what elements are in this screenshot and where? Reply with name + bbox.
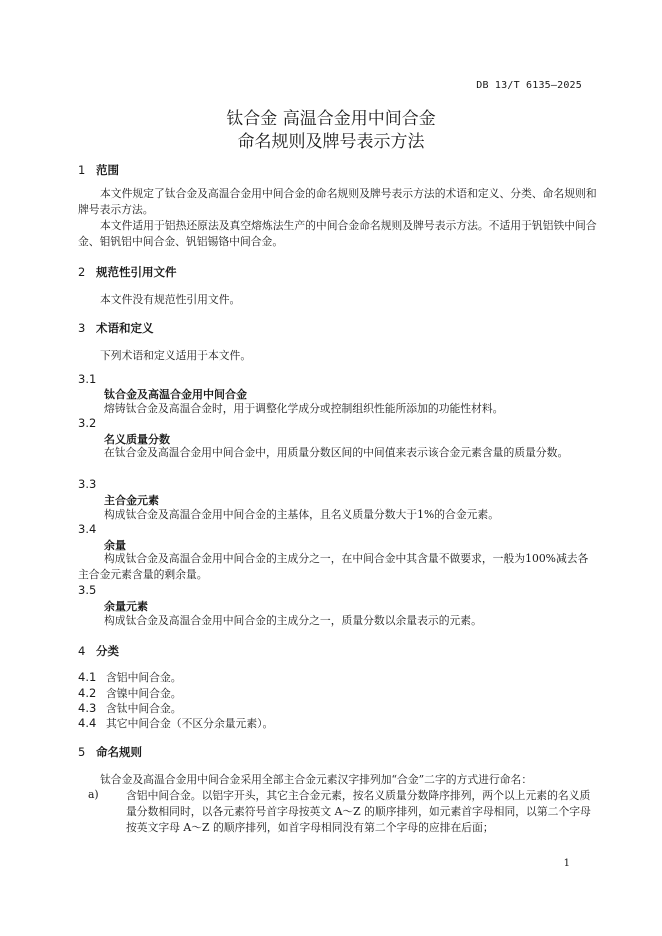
term-heading: 主合金元素 [104,494,159,507]
section-number: 2 [78,265,86,279]
clause-number: 4.4 [78,716,97,730]
section-title: 分类 [96,644,119,658]
section-5-intro: 钛合金及高温合金用中间合金采用全部主合金元素汉字排列加“合金”二字的方式进行命名： [100,773,533,786]
list-item-label: a) [88,788,99,801]
classification-text: 含铝中间合金。 [106,671,182,684]
section-title: 命名规则 [96,745,142,759]
clause-number: 4.3 [78,701,97,715]
term-heading: 余量 [104,539,126,552]
section-2-paragraph-1: 本文件没有规范性引用文件。 [100,293,241,306]
section-number: 4 [78,644,86,658]
clause-number: 3.1 [78,372,97,386]
term-definition: 在钛合金及高温合金用中间合金中，用质量分数区间的中间值来表示该合金元素含量的质量分数。 [104,446,569,459]
term-definition: 构成钛合金及高温合金用中间合金的主成分之一，在中间合金中其含量不做要求，一般为100%减去各主合金元素含量的剩余量。 [78,552,589,581]
clause-number: 3.2 [78,416,97,430]
term-definition: 构成钛合金及高温合金用中间合金的主成分之一，质量分数以余量表示的元素。 [104,614,482,627]
section-1-heading [78,162,119,178]
document-title-line2: 命名规则及牌号表示方法 [237,132,425,152]
section-1-paragraph-2: 本文件适用于铝热还原法及真空熔炼法生产的中间合金命名规则及牌号表示方法。不适用于钒铝铁中间合金、钼钒铝中间合金、钒铝锡铬中间合金。 [78,219,597,248]
clause-number: 3.4 [78,522,97,536]
page-number: 1 [563,858,570,869]
clause-number: 3.3 [78,477,97,491]
clause-number: 3.5 [78,583,97,597]
classification-text: 含镍中间合金。 [106,687,182,700]
section-number: 5 [78,745,86,759]
section-4-heading [78,643,119,659]
term-heading: 钛合金及高温合金用中间合金 [104,388,247,401]
classification-item [78,701,182,716]
document-title-line1: 钛合金 高温合金用中间合金 [226,109,436,129]
section-1-paragraph-1: 本文件规定了钛合金及高温合金用中间合金的命名规则及牌号表示方法的术语和定义、分类、命名规则和牌号表示方法。 [78,187,597,216]
clause-number: 4.1 [78,670,97,684]
section-title: 规范性引用文件 [96,265,177,279]
section-5-heading [78,744,142,760]
section-2-heading [78,264,177,280]
section-title: 术语和定义 [96,321,154,335]
term-heading: 名义质量分数 [104,433,170,446]
classification-item [78,670,182,685]
classification-text: 其它中间合金（不区分余量元素）。 [106,717,274,730]
term-heading: 余量元素 [104,600,148,613]
term-definition: 熔铸钛合金及高温合金时，用于调整化学成分或控制组织性能所添加的功能性材料。 [104,402,504,415]
standard-number: DB 13/T 6135—2025 [476,80,582,91]
classification-text: 含钛中间合金。 [106,702,182,715]
section-3-heading [78,320,154,336]
clause-number: 4.2 [78,686,97,700]
section-3-intro: 下列术语和定义适用于本文件。 [100,349,252,362]
section-title: 范围 [96,163,119,177]
term-definition: 构成钛合金及高温合金用中间合金的主基体，且名义质量分数大于1%的合金元素。 [104,508,500,521]
list-item-text: 含铝中间合金。以铝字开头，其它主合金元素，按名义质量分数降序排列，两个以上元素的名义质量分数相同时，以各元素符号首字母按英文 A～Z 的顺序排列，如元素首字母相同，以第二个字母按英文字母 A～Z 的顺序排列，如首字母相同没有第二个字母的应排在后面； [126,789,591,834]
classification-item [78,716,273,731]
section-number: 1 [78,163,86,177]
section-number: 3 [78,321,86,335]
classification-item [78,686,182,701]
